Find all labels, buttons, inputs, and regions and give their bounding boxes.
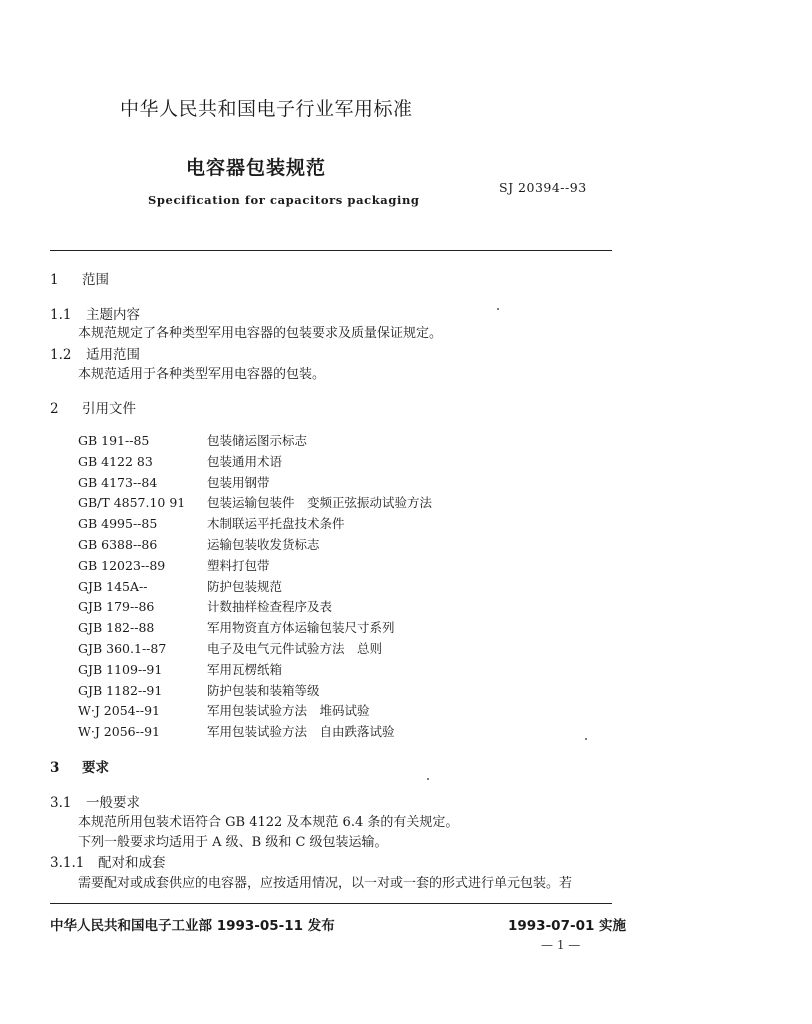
section-number: 3 <box>50 760 60 776</box>
reference-code: GB 191--85 <box>78 433 150 448</box>
reference-title: 包装储运图示标志 <box>207 433 308 448</box>
section-title: 适用范围 <box>86 347 140 363</box>
reference-row <box>78 452 282 470</box>
reference-row <box>78 577 282 595</box>
scan-speck <box>585 738 587 740</box>
reference-row <box>78 681 320 699</box>
section-1-2-text: 本规范适用于各种类型军用电容器的包装。 <box>78 367 326 382</box>
section-1-1-text: 本规范规定了各种类型军用电容器的包装要求及质量保证规定。 <box>78 326 443 341</box>
reference-row <box>78 722 395 740</box>
reference-code: GB 4173--84 <box>78 474 158 490</box>
section-1-1-heading <box>50 303 140 323</box>
section-number: 3.1 <box>50 795 72 811</box>
reference-row <box>78 556 270 574</box>
section-2-heading <box>50 397 136 417</box>
section-title: 引用文件 <box>82 401 136 417</box>
section-3-1-heading <box>50 791 140 811</box>
section-3-1-text-2: 下列一般要求均适用于 A 级、B 级和 C 级包装运输。 <box>78 835 388 850</box>
reference-code: GB/T 4857.10 91 <box>78 495 186 511</box>
reference-code: GB 4122 83 <box>78 453 153 469</box>
section-3-heading <box>50 756 109 776</box>
section-title: 主题内容 <box>86 307 140 323</box>
reference-title: 运输包装收发货标志 <box>207 537 320 552</box>
section-1-heading <box>50 268 109 288</box>
reference-code: GJB 145A-- <box>78 578 148 594</box>
document-title: 电容器包装规范 <box>186 157 327 179</box>
reference-code: W·J 2054--91 <box>78 703 160 719</box>
reference-row <box>78 473 270 491</box>
reference-row <box>78 514 345 532</box>
reference-row <box>78 639 382 657</box>
reference-title: 包装用钢带 <box>207 474 270 490</box>
reference-title: 防护包装规范 <box>207 578 283 594</box>
section-number: 3.1.1 <box>50 855 85 871</box>
section-1-2-heading <box>50 343 140 363</box>
standard-title: 中华人民共和国电子行业军用标准 <box>120 98 413 120</box>
reference-code: GB 12023--89 <box>78 557 166 573</box>
reference-title: 军用包装试验方法 堆码试验 <box>207 703 370 719</box>
reference-row <box>78 618 395 636</box>
document-code: SJ 20394--93 <box>499 180 587 195</box>
reference-title: 计数抽样检查程序及表 <box>207 599 333 615</box>
reference-title: 防护包装和装箱等级 <box>207 682 320 698</box>
section-number: 2 <box>50 401 59 417</box>
section-number: 1.2 <box>50 347 72 363</box>
section-number: 1.1 <box>50 307 72 323</box>
reference-code: GJB 182--88 <box>78 620 155 636</box>
reference-row <box>78 701 370 719</box>
reference-code: GJB 360.1--87 <box>78 641 167 656</box>
section-title: 配对和成套 <box>98 855 166 871</box>
reference-title: 军用瓦楞纸箱 <box>207 661 283 677</box>
header-divider <box>50 250 612 251</box>
footer-divider <box>50 903 612 904</box>
reference-code: W·J 2056--91 <box>78 724 160 740</box>
page-number: — 1 — <box>541 938 581 952</box>
reference-title: 包装运输包装件 变频正弦振动试验方法 <box>207 495 433 511</box>
reference-row <box>78 431 307 449</box>
reference-title: 军用物资直方体运输包装尺寸系列 <box>207 620 395 636</box>
reference-row <box>78 660 282 678</box>
effective-date: 1993-07-01 实施 <box>508 918 627 934</box>
section-title: 要求 <box>82 760 109 776</box>
reference-code: GB 4995--85 <box>78 516 158 532</box>
english-title: Specification for capacitors packaging <box>148 193 420 207</box>
section-number: 1 <box>50 272 59 288</box>
reference-row <box>78 597 332 615</box>
reference-title: 军用包装试验方法 自由跌落试验 <box>207 724 395 740</box>
section-title: 一般要求 <box>86 795 140 811</box>
section-3-1-text-1: 本规范所用包装术语符合 GB 4122 及本规范 6.4 条的有关规定。 <box>78 815 459 830</box>
issue-statement: 中华人民共和国电子工业部 1993-05-11 发布 <box>50 918 335 934</box>
reference-row <box>78 493 432 511</box>
reference-title: 包装通用术语 <box>207 453 283 469</box>
scan-speck <box>427 778 429 780</box>
reference-title: 电子及电气元件试验方法 总则 <box>207 641 383 656</box>
section-3-1-1-heading <box>50 851 166 871</box>
section-title: 范围 <box>82 272 109 288</box>
reference-code: GB 6388--86 <box>78 537 158 552</box>
reference-title: 木制联运平托盘技术条件 <box>207 516 345 532</box>
reference-code: GJB 1109--91 <box>78 661 163 677</box>
scan-speck <box>497 308 499 310</box>
section-3-1-1-text: 需要配对或成套供应的电容器，应按适用情况，以一对或一套的形式进行单元包装。若 <box>78 876 573 891</box>
reference-title: 塑料打包带 <box>207 557 270 573</box>
reference-code: GJB 1182--91 <box>78 682 163 698</box>
reference-row <box>78 535 320 553</box>
reference-code: GJB 179--86 <box>78 599 155 615</box>
